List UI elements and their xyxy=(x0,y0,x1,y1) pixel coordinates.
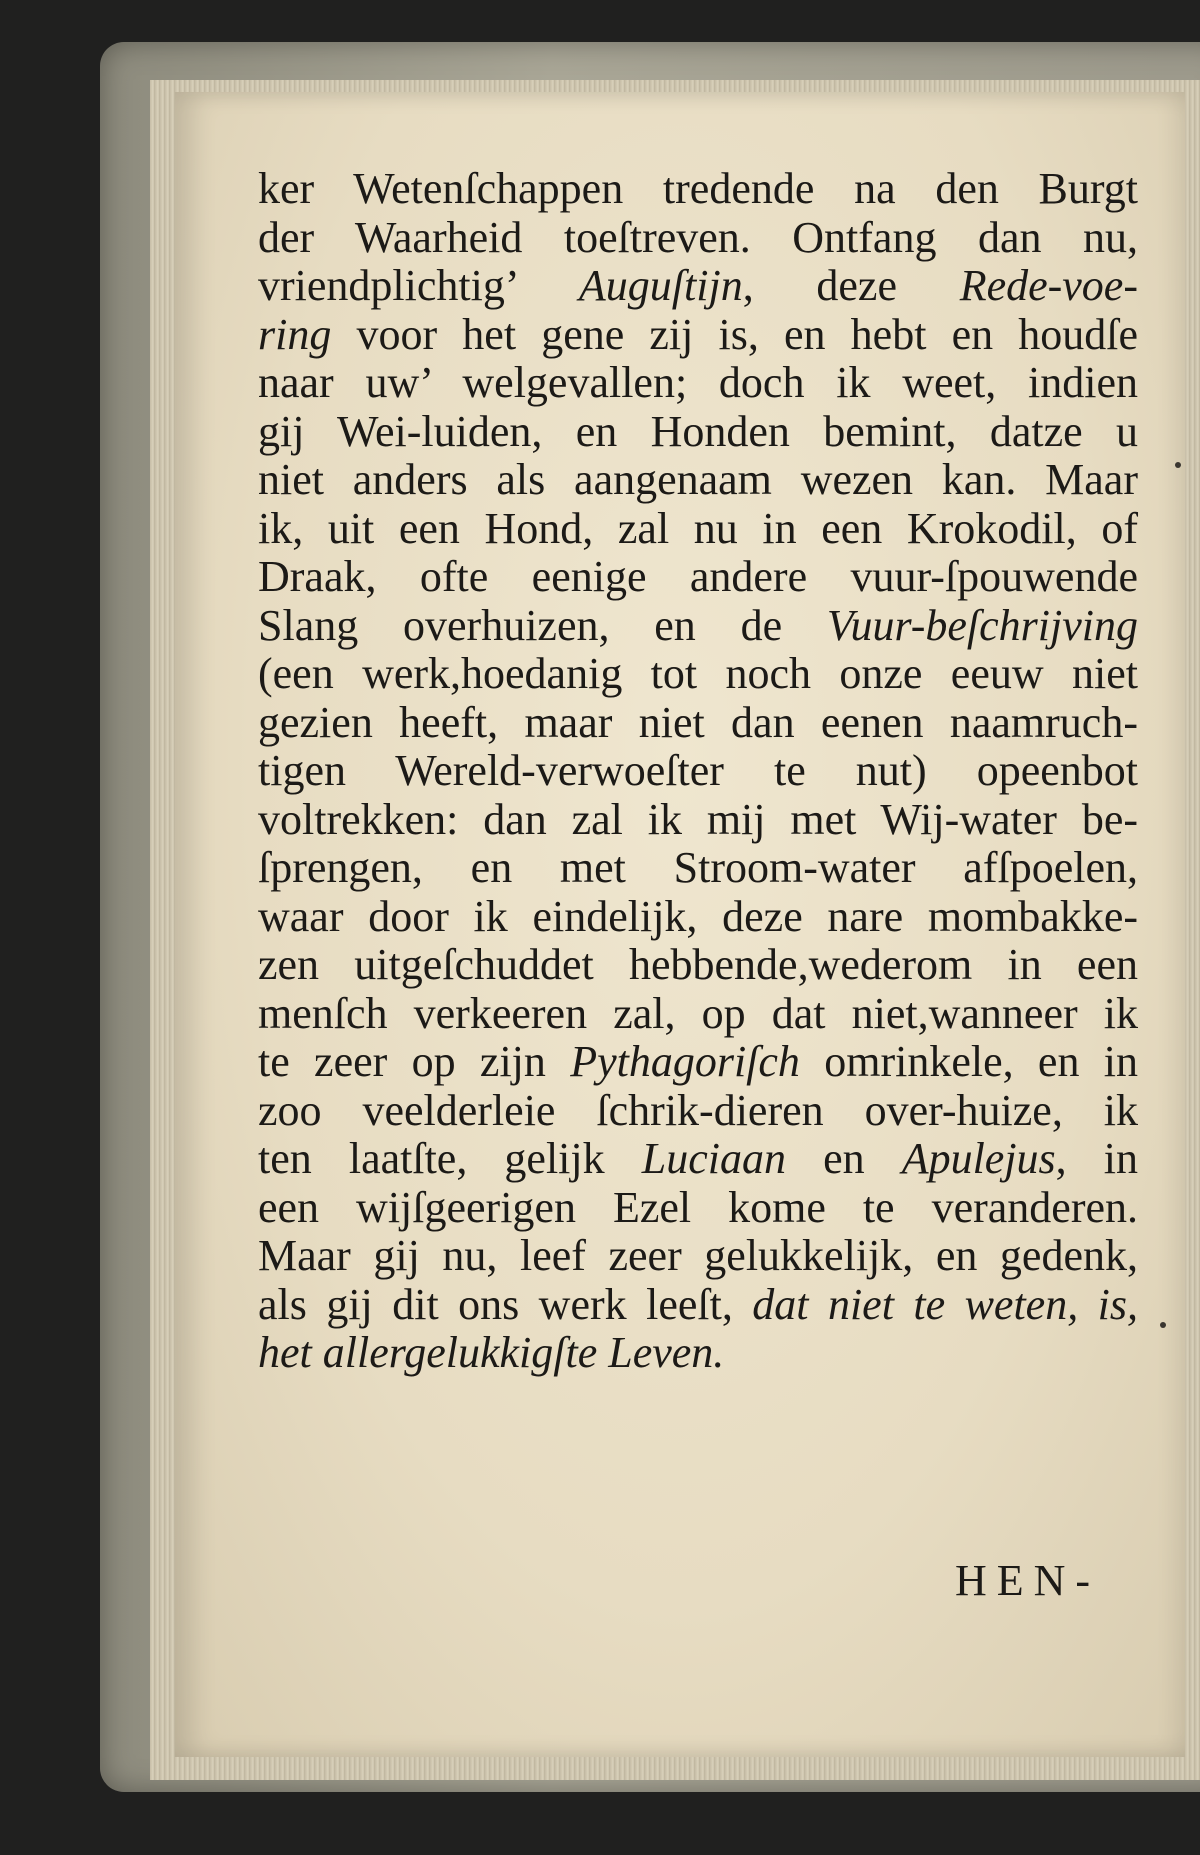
text-line: naar uw’ welgevallen; doch ik weet, indien xyxy=(258,358,1138,407)
text-line: vriendplichtig’ Auguſtijn, deze Rede-voe- xyxy=(258,261,1138,310)
text-line: menſch verkeeren zal, op dat niet,wanneer ik xyxy=(258,988,1138,1038)
text-line: ring voor het gene zij is, en hebt en houdſe xyxy=(258,309,1138,359)
text-line: waar door ik eindelijk, deze nare mombakke- xyxy=(258,891,1138,941)
text-line: ſprengen, en met Stroom-water afſpoelen, xyxy=(258,843,1138,892)
text-line: gezien heeft, maar niet dan eenen naamruch- xyxy=(258,697,1138,747)
text-line: Draak, ofte eenige andere vuur-ſpouwende xyxy=(258,552,1138,601)
text-line: gij Wei-luiden, en Honden bemint, datze u xyxy=(258,406,1138,456)
text-line: zoo veelderleie ſchrik-dieren over-huize, ik xyxy=(258,1085,1138,1135)
margin-mark xyxy=(1160,1322,1166,1328)
text-line: zen uitgeſchuddet hebbende,wederom in een xyxy=(258,940,1138,989)
text-line: te zeer op zijn Pythagoriſch omrinkele, en in xyxy=(258,1037,1138,1086)
text-line: niet anders als aangenaam wezen kan. Maar xyxy=(258,455,1138,504)
catchword: HEN- xyxy=(955,1556,1101,1605)
text-line: Maar gij nu, leef zeer gelukkelijk, en gedenk, xyxy=(258,1231,1138,1280)
text-line: als gij dit ons werk leeſt, dat niet te weten, is, xyxy=(258,1279,1139,1329)
text-line: voltrekken: dan zal ik mij met Wij-water be- xyxy=(258,794,1138,844)
text-line: een wijſgeerigen Ezel kome te veranderen. xyxy=(258,1182,1138,1232)
text-line: ker Wetenſchappen tredende na den Burgt xyxy=(258,164,1138,213)
text-line: der Waarheid toeſtreven. Ontfang dan nu, xyxy=(258,212,1138,262)
text-line: tigen Wereld-verwoeſter te nut) opeenbot xyxy=(258,746,1138,795)
body-text xyxy=(258,165,1138,1378)
margin-mark xyxy=(1175,462,1181,468)
text-line: (een werk,hoedanig tot noch onze eeuw niet xyxy=(258,649,1138,698)
text-line: Slang overhuizen, en de Vuur-beſchrijving xyxy=(258,600,1138,650)
text-line: ten laatſte, gelijk Luciaan en Apulejus, in xyxy=(258,1134,1138,1183)
text-line-last: het allergelukkigſte Leven. xyxy=(258,1328,725,1377)
text-line: ik, uit een Hond, zal nu in een Krokodil, of xyxy=(258,503,1138,553)
